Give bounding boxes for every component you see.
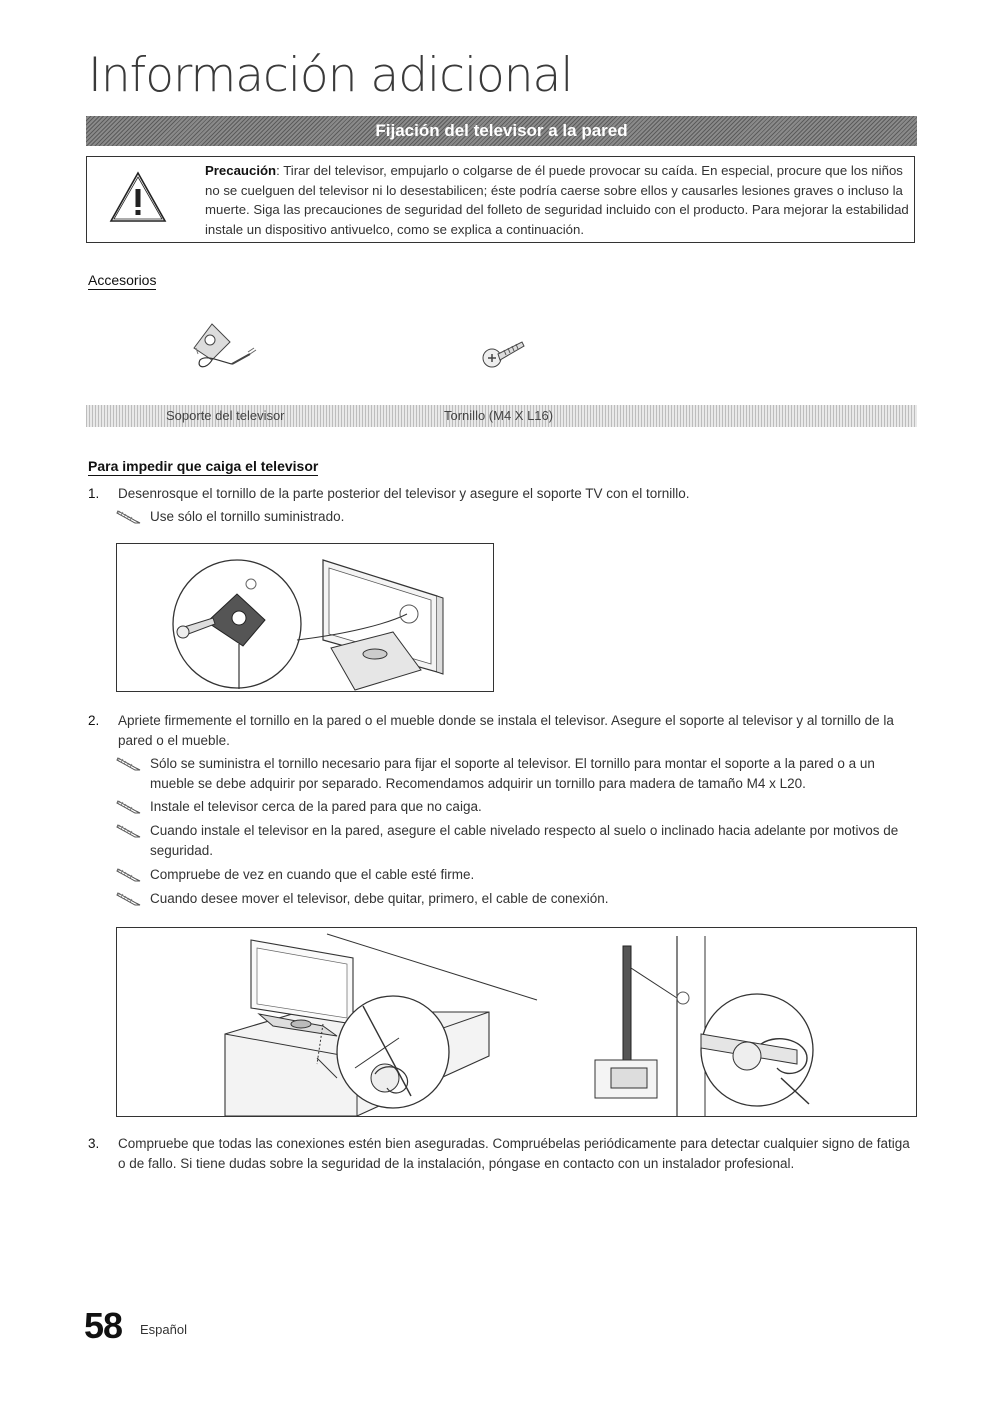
accessory-label-holder: Soporte del televisor — [166, 408, 285, 423]
note-pencil-icon — [116, 867, 142, 883]
section-banner — [86, 116, 917, 146]
caution-body: : Tirar del televisor, empujarlo o colgarse de él puede provocar su caída. En especial, procure que los niños no se cuelguen del televisor ni lo desestabilicen; éste podría caerse sobre ellos y causarles lesiones graves o incluso la muerte. Siga las precauciones de seguridad del folleto de seguridad incluido con el producto. Para mejorar la estabilidad instale un dispositivo antivuelco, como se explica a continuación. — [205, 163, 909, 237]
note-text: Use sólo el tornillo suministrado. — [150, 509, 345, 524]
figure-step-2 — [116, 927, 917, 1117]
step-text: Compruebe que todas las conexiones estén bien aseguradas. Compruébelas periódicamente para detectar cualquier signo de fatiga o de fallo. Si tiene dudas sobre la seguridad de la instalación, póngase en contacto con un instalador profesional. — [118, 1136, 910, 1171]
note-text: Instale el televisor cerca de la pared para que no caiga. — [150, 799, 482, 814]
tv-holder-installation-illustration — [117, 544, 493, 691]
section-banner-label: Fijación del televisor a la pared — [375, 121, 628, 140]
warning-triangle-icon — [107, 169, 169, 227]
page-language: Español — [140, 1322, 187, 1337]
note-pencil-icon — [116, 799, 142, 815]
step-3 — [88, 1134, 923, 1174]
step-text: Apriete firmemente el tornillo en la pared o el mueble donde se instala el televisor. Asegure el soporte al televisor y al tornillo de la pared o el mueble. — [118, 713, 894, 748]
step-text: Desenrosque el tornillo de la parte posterior del televisor y asegure el soporte TV con el tornillo. — [118, 486, 690, 501]
note-pencil-icon — [116, 891, 142, 907]
accessories-heading: Accesorios — [88, 272, 157, 288]
page-title: Información adicional — [88, 48, 573, 103]
tv-holder-icon — [188, 318, 268, 374]
screw-icon — [480, 336, 530, 372]
note-pencil-icon — [116, 823, 142, 839]
step-number: 3. — [88, 1136, 100, 1151]
note-1-1 — [116, 507, 916, 527]
caution-box — [86, 156, 915, 243]
step-number: 2. — [88, 713, 100, 728]
note-pencil-icon — [116, 756, 142, 772]
step-number: 1. — [88, 486, 100, 501]
page-number: 58 — [84, 1305, 123, 1346]
accessories-label-bar — [86, 405, 917, 427]
step-2 — [88, 711, 923, 751]
prevent-fall-heading: Para impedir que caiga el televisor — [88, 458, 319, 474]
figure-step-1 — [116, 543, 494, 692]
caution-label: Precaución — [205, 163, 277, 178]
note-text: Compruebe de vez en cuando que el cable esté firme. — [150, 867, 475, 882]
caution-text — [205, 161, 910, 239]
note-text: Cuando desee mover el televisor, debe quitar, primero, el cable de conexión. — [150, 891, 609, 906]
note-2-5 — [116, 889, 921, 909]
note-pencil-icon — [116, 509, 142, 525]
wall-mount-illustration — [117, 928, 916, 1116]
step-1 — [88, 484, 928, 504]
note-2-3 — [116, 821, 921, 861]
note-text: Cuando instale el televisor en la pared, asegure el cable nivelado respecto al suelo o inclinado hacia adelante por motivos de seguridad. — [150, 823, 899, 858]
note-2-2 — [116, 797, 921, 817]
note-text: Sólo se suministra el tornillo necesario para fijar el soporte al televisor. El tornillo para montar el soporte a la pared o a un mueble se debe adquirir por separado. Recomendamos adquirir un tornillo para madera de tamaño M4 x L20. — [150, 756, 875, 791]
note-2-1 — [116, 754, 921, 794]
accessory-label-screw: Tornillo (M4 X L16) — [444, 408, 554, 423]
note-2-4 — [116, 865, 921, 885]
